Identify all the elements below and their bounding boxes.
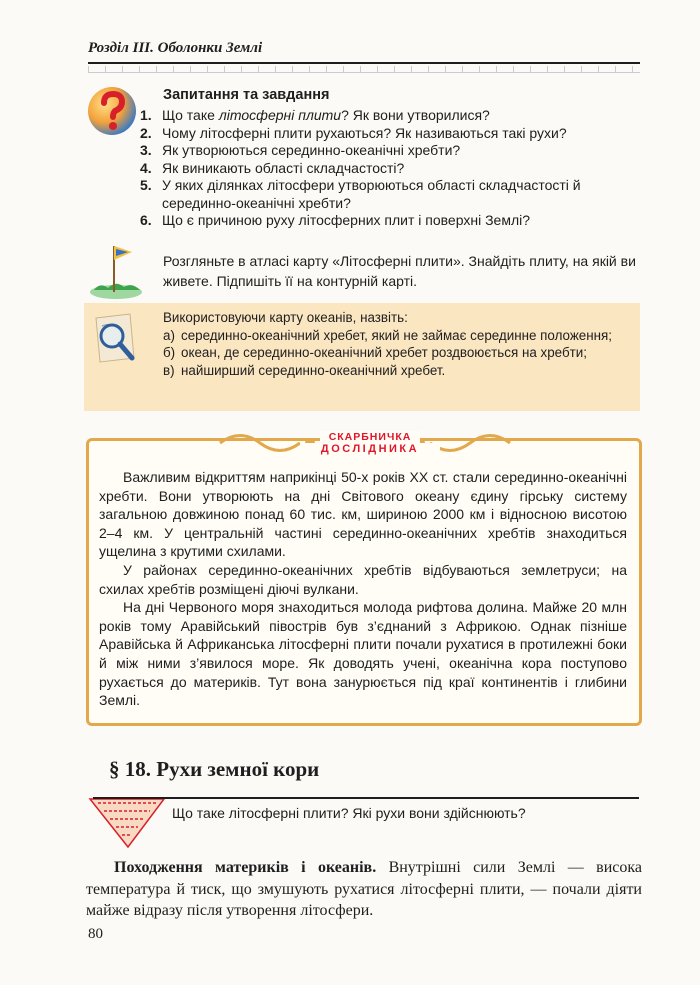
question-mark-icon bbox=[86, 85, 138, 137]
question-emphasis: літосферні плити bbox=[218, 107, 342, 123]
ocean-task bbox=[163, 309, 633, 379]
question-text bbox=[162, 107, 640, 125]
ocean-task-letter: б) bbox=[163, 345, 176, 361]
ocean-task-letter: в) bbox=[163, 362, 175, 378]
header-stripe bbox=[88, 66, 640, 73]
question-text bbox=[162, 142, 640, 160]
question-text bbox=[162, 125, 640, 143]
question-item bbox=[140, 125, 640, 143]
question-text-part: Як виникають області складчастості? bbox=[162, 159, 405, 176]
question-number: 4. bbox=[140, 159, 152, 176]
chapter-header: Розділ ІІІ. Оболонки Землі bbox=[88, 40, 263, 56]
treasury-banner-line1: СКАРБНИЧКА bbox=[320, 431, 420, 443]
ocean-task-item bbox=[163, 344, 633, 362]
questions-list bbox=[140, 107, 640, 230]
ocean-task-intro: Використовуючи карту океанів, назвіть: bbox=[163, 310, 408, 325]
treasury-paragraph: Важливим відкриттям наприкінці 50-х років XX ст. стали серединно-океанічні хребти. Вони утворюють на дні Світового океану єдину гірську систему загальною довжиною понад 60 тис. км, шириною 2000 км і відносною висотою 2–4 км. У центральній частині серединно-океанічних хребтів знаходиться ущелина з крутими схилами. bbox=[99, 469, 627, 560]
treasury-banner-line2: ДОСЛІДНИКА bbox=[300, 443, 440, 455]
header-rule bbox=[88, 62, 640, 64]
question-text-part: Що є причиною руху літосферних плит і поверхні Землі? bbox=[162, 212, 531, 228]
map-flag-icon bbox=[86, 240, 146, 302]
question-text bbox=[162, 177, 640, 212]
question-text-part: У яких ділянках літосфери утворюються області складчастості й серединно-океанічні хребти? bbox=[162, 177, 581, 211]
body-paragraph bbox=[86, 857, 642, 922]
section-question: Що таке літосферні плити? Які рухи вони здійснюють? bbox=[172, 805, 526, 821]
ocean-task-text: найширший серединно-океанічний хребет. bbox=[181, 362, 446, 378]
question-item bbox=[140, 142, 640, 160]
fan-ornament-icon bbox=[88, 797, 166, 849]
question-item bbox=[140, 212, 640, 230]
question-text bbox=[162, 212, 640, 230]
question-number: 2. bbox=[140, 124, 152, 141]
treasury-text bbox=[99, 468, 627, 710]
question-item bbox=[140, 107, 640, 125]
body-text: Внутрішні сили Землі — висока температура й тиск, що змушують рухатися літосферні плити, — почали діяти майже відразу після утворення літосфери. bbox=[86, 859, 642, 919]
ocean-task-letter: а) bbox=[163, 327, 175, 343]
question-text-part: Що таке bbox=[162, 107, 219, 123]
questions-title: Запитання та завдання bbox=[163, 87, 330, 103]
ocean-task-text: океан, де серединно-океанічний хребет роздвоюється на хребти; bbox=[181, 345, 587, 361]
ocean-task-text: серединно-океанічний хребет, який не займає серединне положення; bbox=[181, 327, 613, 343]
ocean-task-item bbox=[163, 362, 633, 380]
body-lead: Походження материків і океанів. bbox=[114, 859, 377, 876]
question-text-part: ? Як вони утворилися? bbox=[341, 107, 490, 123]
question-item bbox=[140, 177, 640, 212]
question-number: 1. bbox=[140, 107, 152, 123]
section-question-rule bbox=[93, 797, 639, 799]
treasury-paragraph: На дні Червоного моря знаходиться молода рифтова долина. Майже 20 млн років тому Аравійський півострів був з’єднаний з Африкою. Однак пізніше Аравійська й Африканська літосферні плити почали рухатися в протилежні боки й між ними з’явилося море. Як доводять учені, океанічна кора поступово рухається до материків. Тут вона занурюється під краї континентів і глибини Землі. bbox=[99, 599, 627, 709]
question-number: 3. bbox=[140, 142, 152, 158]
question-number: 5. bbox=[140, 177, 152, 193]
atlas-task: Розгляньте в атласі карту «Літосферні плити». Знайдіть плиту, на якій ви живете. Підпишіть її на контурній карті. bbox=[163, 253, 636, 289]
question-number: 6. bbox=[140, 212, 152, 228]
page-number: 80 bbox=[88, 926, 103, 942]
section-title: § 18. Рухи земної кори bbox=[109, 757, 320, 781]
ocean-task-item bbox=[163, 327, 633, 345]
treasury-paragraph: У районах серединно-океанічних хребтів відбуваються землетруси; на схилах хребтів розміщені діючі вулкани. bbox=[99, 561, 627, 597]
question-item bbox=[140, 160, 640, 178]
question-text-part: Як утворюються серединно-океанічні хребти? bbox=[162, 142, 461, 158]
question-text bbox=[162, 160, 640, 178]
question-text-part: Чому літосферні плити рухаються? Як називаються такі рухи? bbox=[162, 124, 567, 141]
magnifier-icon bbox=[90, 310, 140, 368]
